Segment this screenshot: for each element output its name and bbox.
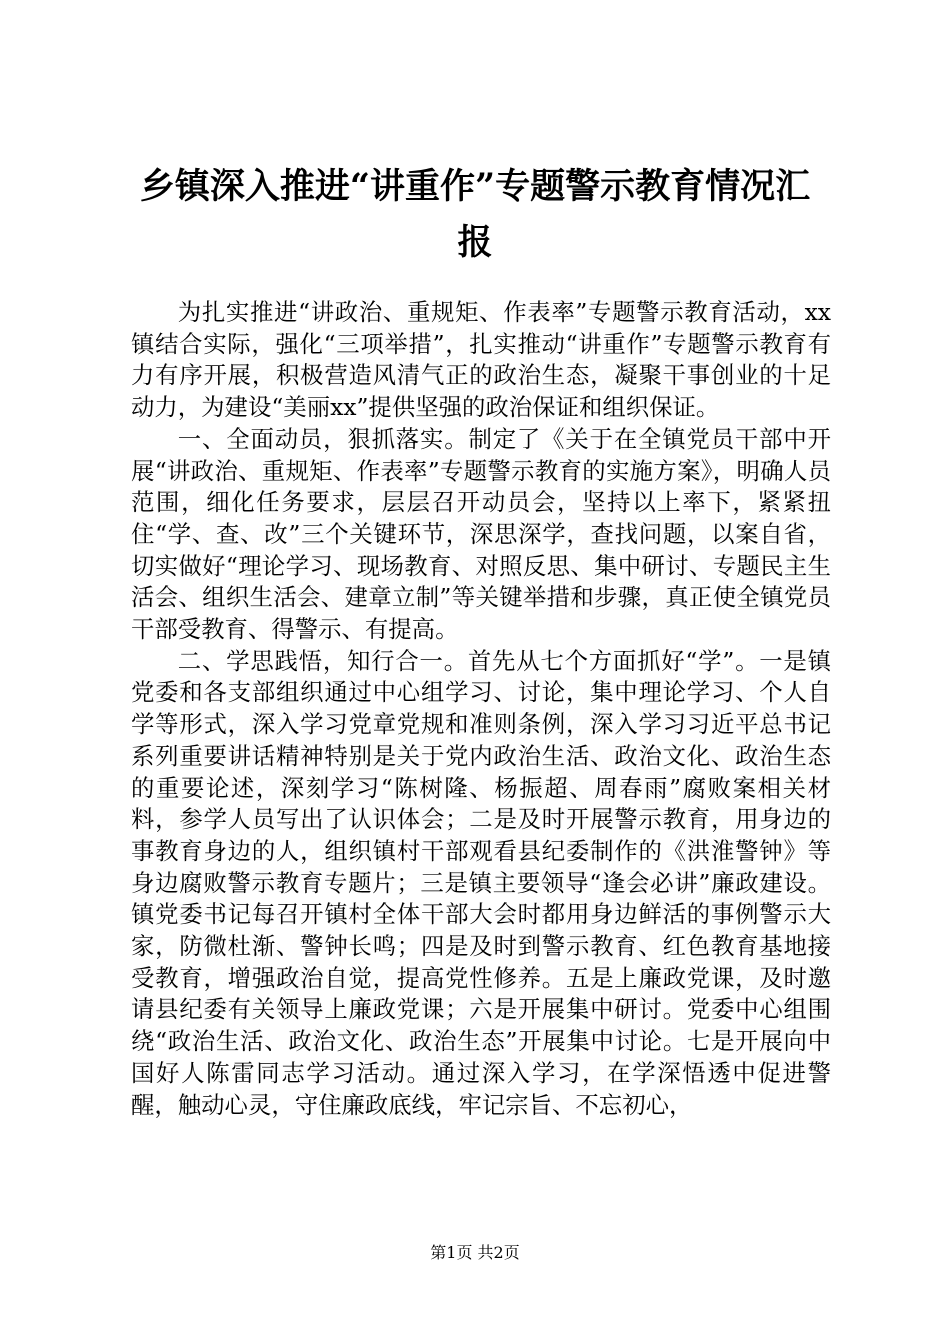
paragraph-section-1: 一、全面动员，狠抓落实。制定了《关于在全镇党员干部中开展“讲政治、重规矩、作表率”专题警示教育的实施方案》，明确人员范围，细化任务要求，层层召开动员会，坚持以上率下，紧紧扭住“学、查、改”三个关键环节，深思深学，查找问题，以案自省，切实做好“理论学习、现场教育、对照反思、集中研讨、专题民主生活会、组织生活会、建章立制”等关键举措和步骤，真正使全镇党员干部受教育、得警示、有提高。 xyxy=(131,424,831,644)
paragraph-intro: 为扎实推进“讲政治、重规矩、作表率”专题警示教育活动，xx镇结合实际，强化“三项举措”，扎实推动“讲重作”专题警示教育有力有序开展，积极营造风清气正的政治生态，凝聚干事创业的十足动力，为建设“美丽xx”提供坚强的政治保证和组织保证。 xyxy=(131,298,831,422)
paragraph-section-2: 二、学思践悟，知行合一。首先从七个方面抓好“学”。一是镇党委和各支部组织通过中心组学习、讨论，集中理论学习、个人自学等形式，深入学习党章党规和准则条例，深入学习习近平总书记系列重要讲话精神特别是关于党内政治生活、政治文化、政治生态的重要论述，深刻学习“陈树隆、杨振超、周春雨”腐败案相关材料，参学人员写出了认识体会；二是及时开展警示教育，用身边的事教育身边的人，组织镇村干部观看县纪委制作的《洪淮警钟》等身边腐败警示教育专题片；三是镇主要领导“逢会必讲”廉政建设。镇党委书记每召开镇村全体干部大会时都用身边鲜活的事例警示大家，防微杜渐、警钟长鸣；四是及时到警示教育、红色教育基地接受教育，增强政治自觉，提高党性修养。五是上廉政党课，及时邀请县纪委有关领导上廉政党课；六是开展集中研讨。党委中心组围绕“政治生活、政治文化、政治生态”开展集中讨论。七是开展向中国好人陈雷同志学习活动。通过深入学习，在学深悟透中促进警醒，触动心灵，守住廉政底线，牢记宗旨、不忘初心， xyxy=(131,646,831,1119)
document-body xyxy=(131,297,831,1121)
document-title-line-1: 乡镇深入推进“讲重作”专题警示教育情况汇 xyxy=(139,166,811,207)
page-footer: 第1页 共2页 xyxy=(430,1243,520,1262)
document-title-line-2: 报 xyxy=(457,222,493,263)
